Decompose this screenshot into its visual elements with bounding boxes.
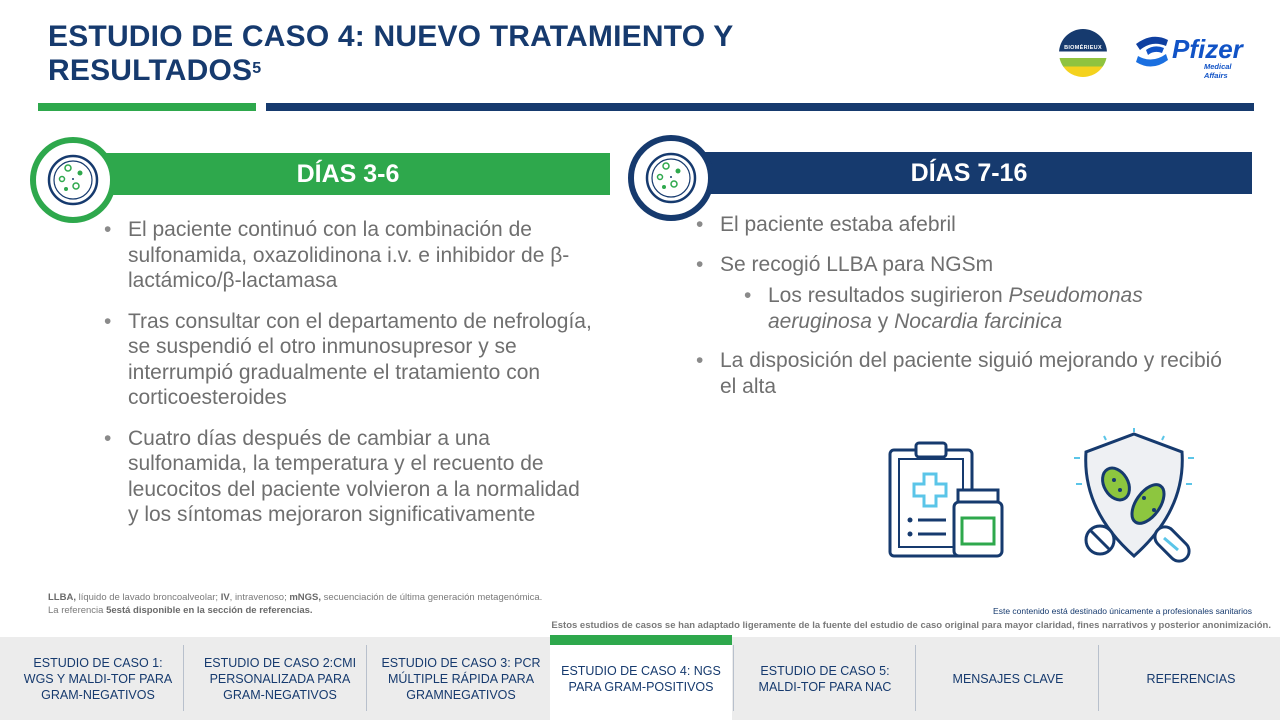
bacteria-shield-icon [1064, 428, 1204, 564]
biomerieux-logo: BIOMÉRIEUX [1059, 29, 1107, 77]
list-item: • La disposición del paciente siguió mejorando y recibió el alta [696, 348, 1236, 399]
nav-case-4[interactable]: ESTUDIO DE CASO 4: NGS PARA GRAM-POSITIVOS [550, 637, 732, 720]
nav-case-1[interactable]: ESTUDIO DE CASO 1: WGS Y MALDI-TOF PARA GRAM-NEGATIVOS [23, 655, 173, 702]
title-divider-blue [266, 103, 1254, 111]
days-7-16-header: DÍAS 7-16 [686, 152, 1252, 194]
title-divider-green [38, 103, 256, 111]
petri-dish-icon-right [628, 135, 714, 221]
case-navigation [0, 637, 1280, 720]
list-item: • El paciente estaba afebril [696, 212, 1236, 238]
nav-key-messages[interactable]: MENSAJES CLAVE [952, 671, 1064, 686]
clipboard-medicine-icon [886, 440, 1010, 562]
petri-dish-icon-left [30, 137, 116, 223]
pfizer-helix-icon [1132, 30, 1172, 70]
nav-references[interactable]: REFERENCIAS [1146, 671, 1236, 686]
days-7-16-list [696, 212, 1236, 413]
days-3-6-list [104, 217, 594, 543]
list-item: • Tras consultar con el departamento de nefrología, se suspendió el otro inmunosupresor y se interrumpió gradualmente el tratamiento con corticoesteroides [104, 309, 594, 411]
nav-case-5[interactable]: ESTUDIO DE CASO 5: MALDI-TOF PARA NAC [758, 663, 892, 694]
page-title: ESTUDIO DE CASO 4: NUEVO TRATAMIENTO Y RESULTADOS$^5$ [48, 20, 733, 87]
list-item: • El paciente continuó con la combinación de sulfonamida, oxazolidinona i.v. e inhibidor de β-lactámico/β-lactamasa [104, 217, 594, 294]
pfizer-logo: Pfizer Medical Affairs [1132, 28, 1252, 74]
hcp-disclaimer: Este contenido está destinado únicamente a profesionales sanitarios [993, 606, 1252, 616]
nav-case-3[interactable]: ESTUDIO DE CASO 3: PCR MÚLTIPLE RÁPIDA PARA GRAMNEGATIVOS [381, 655, 541, 702]
list-item: • Se recogió LLBA para NGSm [696, 252, 1236, 278]
list-subitem: • Los resultados sugirieron Pseudomonas aeruginosa y Nocardia farcinica [744, 283, 1236, 334]
adaptation-note: Estos estudios de casos se han adaptado ligeramente de la fuente del estudio de caso original para mayor claridad, fines narrativos y posterior anonimización. [551, 620, 1271, 631]
nav-case-2[interactable]: ESTUDIO DE CASO 2:CMI PERSONALIZADA PARA GRAM-NEGATIVOS [203, 655, 357, 702]
footnote: LLBA, líquido de lavado broncoalveolar; IV, intravenoso; mNGS, secuenciación de última generación metagenómica. La referencia 5está disponible en la sección de referencias. [48, 592, 543, 616]
list-item: • Cuatro días después de cambiar a una sulfonamida, la temperatura y el recuento de leucocitos del paciente volvieron a la normalidad y los síntomas mejoraron significativamente [104, 426, 594, 528]
days-3-6-header: DÍAS 3-6 [86, 153, 610, 195]
